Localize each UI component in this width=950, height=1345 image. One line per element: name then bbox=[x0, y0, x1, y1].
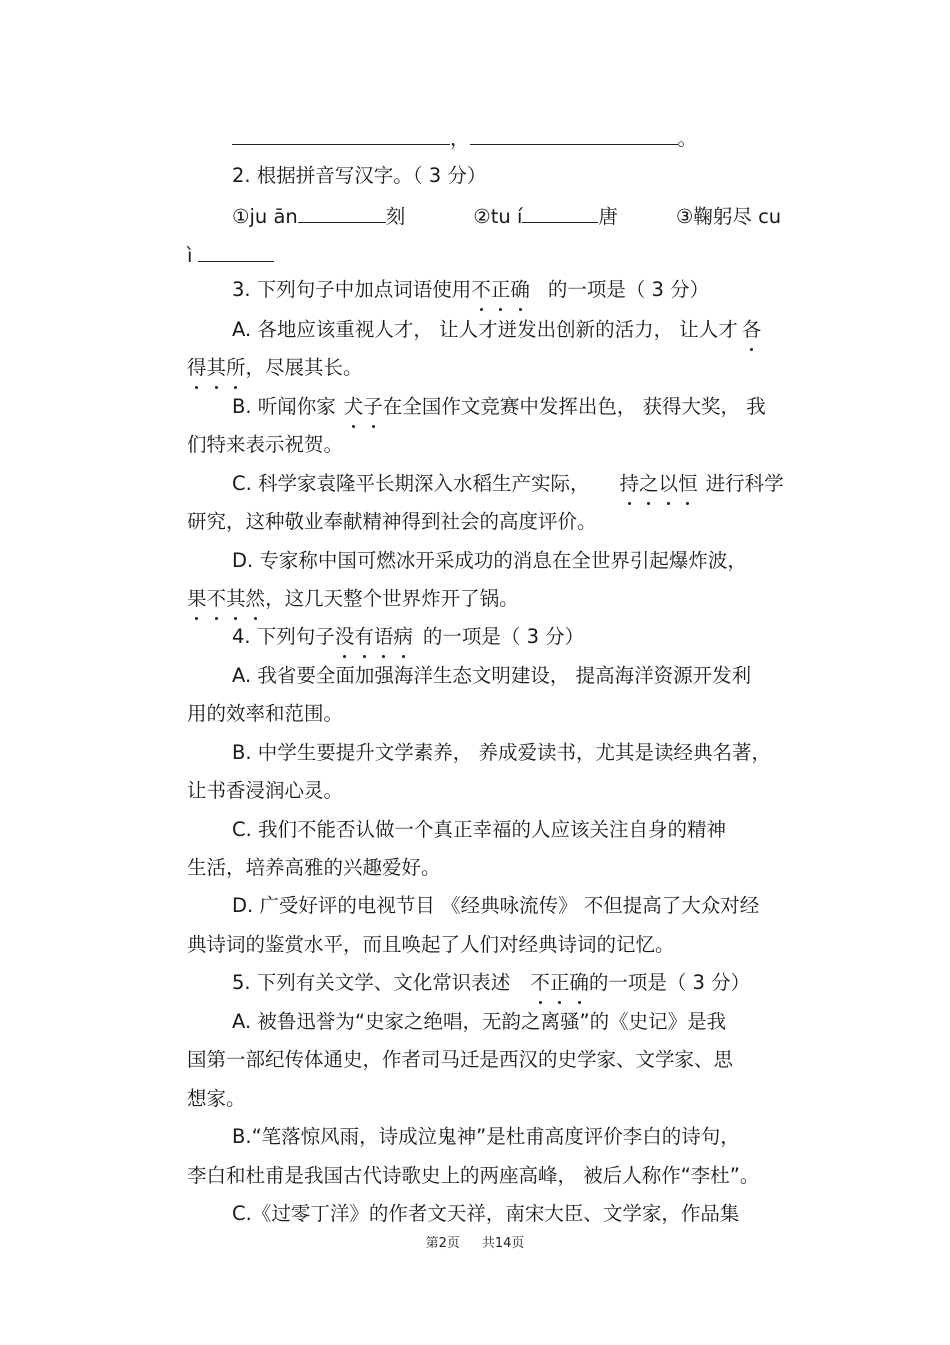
dotted-char: 各 bbox=[741, 318, 762, 341]
q5-option-b-line1: B.“笔落惊风雨，诗成泣鬼神”是杜甫高度评价李白的诗句， bbox=[232, 1125, 740, 1148]
dotted-char: 确 bbox=[569, 971, 589, 994]
dotted-char: 之 bbox=[639, 472, 659, 495]
q5-option-c-line1: C.《过零丁洋》的作者文天祥，南宋大臣、文学家，作品集 bbox=[232, 1202, 740, 1225]
q3-option-a-line1 bbox=[232, 317, 761, 343]
text: ，这几天整个世界炸开了锅。 bbox=[265, 587, 519, 610]
q4-option-b-line2: 让书香浸润心灵。 bbox=[187, 779, 344, 802]
q4-option-d-line1: D. 广受好评的电视节目 《经典咏流传》 不但提高了大众对经 bbox=[232, 894, 760, 917]
q2-item3-cont bbox=[187, 241, 274, 269]
comma: ， bbox=[450, 127, 470, 150]
answer-blank[interactable] bbox=[232, 124, 450, 145]
q2-item2-suffix: 唐 bbox=[598, 205, 618, 228]
q3-option-b-line2: 们特来表示祝贺。 bbox=[187, 433, 344, 456]
dotted-char: 不 bbox=[530, 971, 550, 994]
q5-option-a-line3: 想家。 bbox=[187, 1087, 246, 1110]
q2-item3-pinyin: ③鞠躬尽 cu bbox=[675, 205, 782, 228]
q5-stem-score: 的一项是（ 3 分） bbox=[588, 971, 751, 994]
q1-answer-line bbox=[232, 124, 697, 152]
text: C. 科学家袁隆平长期深入水稻生产实际， bbox=[232, 472, 590, 495]
dotted-char: 然 bbox=[245, 587, 266, 610]
dotted-char: 恒 bbox=[678, 472, 698, 495]
dotted-char: 有 bbox=[354, 625, 374, 648]
q2-item1-suffix: 刻 bbox=[385, 205, 406, 228]
dotted-char: 不 bbox=[206, 587, 227, 610]
q3-option-b-line1 bbox=[232, 394, 766, 420]
q4-stem-score: 的一项是（ 3 分） bbox=[422, 625, 585, 648]
dotted-char: 语 bbox=[373, 625, 394, 648]
dotted-char: 果 bbox=[187, 587, 207, 610]
q4-stem-text: 4. 下列句子 bbox=[232, 625, 335, 648]
dotted-char: 正 bbox=[490, 278, 511, 301]
q2-item1-pinyin: ①ju ān bbox=[232, 205, 298, 228]
dotted-char: 其 bbox=[226, 587, 246, 610]
dotted-char: 病 bbox=[393, 625, 413, 648]
answer-blank[interactable] bbox=[198, 241, 274, 262]
dotted-char: 所 bbox=[226, 356, 246, 379]
dotted-char: 不 bbox=[471, 278, 491, 301]
q3-stem-text: 3. 下列句子中加点词语使用 bbox=[232, 278, 472, 301]
q5-option-b-line2: 李白和杜甫是我国古代诗歌史上的两座高峰， 被后人称作“李杜”。 bbox=[187, 1164, 760, 1187]
dotted-char: 确 bbox=[510, 278, 530, 301]
q3-option-d-line2 bbox=[187, 586, 519, 612]
q4-stem bbox=[232, 624, 584, 650]
q4-option-a-line2: 用的效率和范围。 bbox=[187, 702, 344, 725]
q3-option-a-line2 bbox=[187, 355, 363, 381]
q3-option-d-line1: D. 专家称中国可燃冰开采成功的消息在全世界引起爆炸波， bbox=[232, 549, 747, 572]
q5-stem-text: 5. 下列有关文学、文化常识表述 bbox=[232, 971, 511, 994]
dotted-char: 正 bbox=[549, 971, 570, 994]
q5-option-a-line2: 国第一部纪传体通史，作者司马迁是西汉的史学家、文学家、思 bbox=[187, 1048, 734, 1071]
q2-item2-pinyin: ②tu í bbox=[473, 205, 523, 228]
text: A. 各地应该重视人才， 让人才迸发出创新的活力， 让人才 bbox=[232, 318, 738, 341]
page-number: 第2页 bbox=[425, 1236, 460, 1251]
dotted-char: 犬 bbox=[343, 395, 364, 418]
answer-blank[interactable] bbox=[470, 124, 678, 145]
text: 进行科学 bbox=[705, 472, 784, 495]
page-footer bbox=[0, 1236, 950, 1252]
q3-stem bbox=[232, 277, 709, 303]
q5-stem bbox=[232, 970, 750, 996]
dotted-char: 没 bbox=[334, 625, 355, 648]
dotted-char: 持 bbox=[619, 472, 640, 495]
q4-option-c-line2: 生活，培养高雅的兴趣爱好。 bbox=[187, 856, 441, 879]
answer-blank[interactable] bbox=[522, 202, 598, 223]
q4-option-a-line1: A. 我省要全面加强海洋生态文明建设， 提高海洋资源开发利 bbox=[232, 664, 752, 687]
q2-items bbox=[232, 202, 781, 230]
q2-stem: 2. 根据拼音写汉字。（ 3 分） bbox=[232, 164, 487, 187]
q3-option-c-line1 bbox=[232, 471, 784, 497]
dotted-char: 得 bbox=[187, 356, 207, 379]
q2-item3-tone: ì bbox=[187, 244, 193, 267]
q5-option-a-line1: A. 被鲁迅誉为“史家之绝唱，无韵之离骚”的《史记》是我 bbox=[232, 1010, 727, 1033]
answer-blank[interactable] bbox=[298, 202, 386, 223]
q4-option-c-line1: C. 我们不能否认做一个真正幸福的人应该关注自身的精神 bbox=[232, 818, 727, 841]
dotted-char: 子 bbox=[363, 395, 383, 418]
dotted-char: 其 bbox=[206, 356, 227, 379]
dotted-char: 以 bbox=[658, 472, 679, 495]
text: 在全国作文竞赛中发挥出色， 获得大奖， 我 bbox=[382, 395, 766, 418]
period: 。 bbox=[677, 127, 698, 150]
text: B. 听闻你家 bbox=[232, 395, 336, 418]
q4-option-d-line2: 典诗词的鉴赏水平，而且唤起了人们对经典诗词的记忆。 bbox=[187, 933, 675, 956]
text: ，尽展其长。 bbox=[245, 356, 363, 379]
page-total: 共14页 bbox=[481, 1236, 525, 1251]
q4-option-b-line1: B. 中学生要提升文学素养， 养成爱读书，尤其是读经典名著， bbox=[232, 741, 771, 764]
q3-option-c-line2: 研究，这种敬业奉献精神得到社会的高度评价。 bbox=[187, 510, 597, 533]
q3-stem-score: 的一项是（ 3 分） bbox=[547, 278, 710, 301]
